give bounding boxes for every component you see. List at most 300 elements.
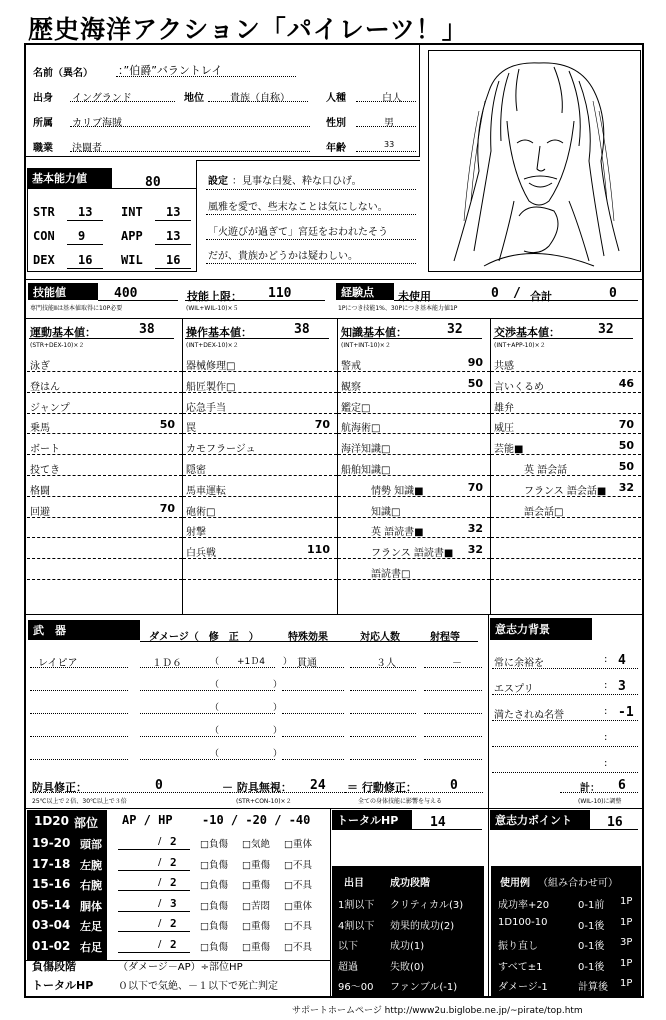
weapon-line [424,667,482,668]
skill-item[interactable]: 警戒 [341,361,361,372]
skill-row-line [27,579,182,580]
skill-item[interactable]: カモフラージュ [186,444,256,456]
skill-item[interactable]: 船匠製作□ [186,381,236,393]
skill-item[interactable]: 観察 [341,381,361,393]
armor-ign-value: 24 [310,778,326,793]
total-hp-note: ０以下で気絶、－１以下で死亡判定 [118,981,278,992]
wp-cost: 1P [620,978,633,989]
weapon-line [282,667,344,668]
stat-underline [155,220,191,221]
weapon-modifier: （ ） [210,726,283,736]
weapon-line [350,690,416,691]
exp-note: 1Pにつき技能1%、30Pにつき基本能力値1P [338,305,458,312]
armor-act-note: 全ての身体技能に影響を与える [358,798,443,805]
stat-wil-value: 16 [166,253,181,267]
success-roll: 1割以下 [338,900,375,911]
hit-col-aphp: AP / HP [122,813,173,827]
hit-line [118,931,190,932]
skill-row-line [27,454,182,455]
skill-row-line [27,558,182,559]
setting-label: 設定 [208,176,228,187]
affil-value: カリブ海賊 [72,118,122,129]
hit-part: 左足 [80,920,102,933]
wound-label: 負傷段階 [32,960,76,973]
wp-timing: 0-1後 [578,961,605,973]
skill-row-line [491,475,641,476]
limit-value: 110 [268,286,292,301]
limit-note: (WIL+WIL-10)×５ [186,305,239,312]
will-item: 満たされぬ名誉 [494,710,564,721]
skill-item-value: 50 [618,460,634,473]
will-colon: : [604,758,608,769]
skill-col-formula-0: (STR+DEX-10)×２ [30,342,85,349]
hit-hp: 2 [170,917,177,930]
skill-col-underline [493,338,633,339]
age-label: 年齢 [326,143,346,154]
skill-row-line [338,579,490,580]
skill-row-line [338,454,490,455]
skill-item[interactable]: 語読書□ [371,569,411,580]
hit-slash: / [158,836,162,847]
skill-item[interactable]: 言いくるめ [494,381,544,393]
skill-item[interactable]: 回避 [30,506,50,518]
exp-header: 経験点 [336,283,394,300]
weapon-line [424,736,482,737]
hit-part: 左腕 [80,858,102,872]
skill-item[interactable]: 鑑定□ [341,402,371,414]
skill-row-line [27,496,182,497]
stat-str-label: STR [33,205,55,219]
skill-item[interactable]: 船舶知識□ [341,465,391,476]
weapon-line [282,713,344,714]
weapon-line [350,713,416,714]
armor-act-value: 0 [450,778,458,793]
stat-underline [67,220,103,221]
skill-row-line [338,392,490,393]
wp-header: 意志力ポイント [490,810,590,830]
hit-line [118,911,190,912]
exp-sep: / [513,286,521,301]
weapon-modifier: （ ） [210,749,283,759]
weapon-line [30,713,128,714]
skill-row-line [491,558,641,559]
wound-checkbox[interactable]: □負傷 [200,921,228,932]
success-roll: 4割以下 [338,920,375,932]
skill-col-formula-2: (INT+INT-10)×２ [341,342,391,349]
skill-row-line [338,433,490,434]
setting-line-3: 「火遊びが過ぎて」宮廷をおわれたそう [208,227,388,238]
skill-item-value: 32 [467,543,483,557]
stat-int-label: INT [121,205,143,219]
wp-use-note: （組み合わせ可） [538,878,618,889]
success-level: クリティカル(3) [390,900,464,911]
weapon-line [350,759,416,760]
weapon-line [350,736,416,737]
skill-item[interactable]: 器械修理□ [186,361,236,372]
weapon-line [140,713,275,714]
stat-wil-label: WIL [121,253,143,267]
skill-item[interactable]: 登はん [30,381,60,393]
skill-col-base-2: 32 [447,322,463,337]
hit-part: 頭部 [80,838,102,851]
wound-checkbox[interactable]: □苦悶 [242,900,270,912]
skill-col-divider [182,318,183,614]
name-value: ：”伯爵”バラントレイ [118,64,223,77]
abilities-header: 基本能力値 [27,168,112,188]
skill-row-line [183,392,337,393]
wp-use: ダメージ-1 [498,982,548,993]
skill-row-line [183,517,337,518]
weapon-line [140,759,275,760]
skill-row-line [27,517,182,518]
skill-item[interactable]: 射撃 [186,527,206,539]
skill-item[interactable]: 雄弁 [494,402,514,414]
wp-timing: 0-1後 [578,941,605,952]
skill-row-line [491,433,641,434]
success-roll: 超過 [338,961,358,973]
hit-line [118,849,190,850]
skill-item[interactable]: 砲術□ [186,506,216,518]
success-col-roll: 出目 [344,878,364,889]
total-hp-label: トータルHP [32,979,94,992]
totalhp-header: トータルHP [332,810,412,830]
weapon-line [140,690,275,691]
skill-item[interactable]: 威圧 [494,423,514,435]
skillpts-value: 400 [114,286,138,301]
skill-row-line [491,371,641,372]
weapon-line [30,667,128,668]
skill-item[interactable]: 英 語読書■ [371,527,424,539]
skill-row-line [491,454,641,455]
wound-rule: （ダメージ－AP）÷部位HP [118,962,243,973]
skill-row-line [491,413,641,414]
hit-range: 19-20 [32,836,71,850]
setting-line-2: 風雅を愛で、些末なことは気にしない。 [208,202,388,213]
setting-line-4: だが、貴族かどうかは疑わしい。 [208,251,358,262]
skill-row-line [491,579,641,580]
wound-checkbox[interactable]: □不具 [284,880,312,891]
will-line [492,772,638,773]
race-value: 白人 [382,93,402,104]
job-value: 決闘者 [72,143,102,154]
affil-label: 所属 [33,118,53,129]
weapon-effect: 貫通 [297,658,317,669]
will-line [492,668,638,669]
skill-row-line [338,413,490,414]
will-colon: : [604,732,608,743]
skill-row-line [27,475,182,476]
skill-row-line [338,558,490,559]
skill-item-value: 70 [314,418,330,432]
wound-checkbox[interactable]: □重傷 [242,880,270,891]
skill-row-line [183,475,337,476]
will-colon: : [604,706,608,717]
skill-item-value: 110 [307,543,330,557]
will-line [492,720,638,721]
skill-item[interactable]: 英 語会話 [524,465,568,476]
skill-row-line [27,392,182,393]
weapon-modifier: （ +1Ｄ4 ） [210,657,292,667]
hit-range: 03-04 [32,918,71,932]
skill-item[interactable]: フランス 語読書■ [371,548,454,560]
skill-row-line [183,371,337,372]
weapon-line [424,713,482,714]
weapon-line [350,667,416,668]
skill-row-line [183,579,337,580]
weapon-line [30,759,128,760]
skill-item-value: 32 [467,522,483,536]
hit-hp: 2 [170,855,177,869]
wp-use-label: 使用例 [500,878,530,889]
skill-col-head-2: 知識基本値： [341,326,407,339]
stat-dex-label: DEX [33,253,55,267]
will-item: エスプリ [494,684,534,695]
wound-checkbox[interactable]: □負傷 [200,880,228,891]
skill-item-value: 70 [159,501,175,515]
sex-label: 性別 [326,118,346,129]
stat-dex-value: 16 [78,253,93,267]
hit-line [118,870,190,871]
will-line [492,694,638,695]
success-col-level: 成功段階 [390,878,430,889]
skill-row-line [338,496,490,497]
hit-col-part: 部位 [74,816,99,830]
wound-checkbox[interactable]: □負傷 [200,900,228,912]
totalhp-value: 14 [430,815,446,830]
hit-range: 01-02 [32,938,71,953]
hit-slash: / [158,877,162,888]
success-roll: 96～00 [338,982,374,993]
skill-item[interactable]: 情勢 知識■ [371,485,424,497]
wp-value: 16 [607,815,623,830]
stat-underline [67,268,103,269]
portrait-illustration [429,51,640,271]
abilities-total: 80 [145,175,161,190]
armor-ign-label: － 防具無視： [222,781,292,794]
will-colon: : [604,654,608,665]
armor-act-label: ＝ 行動修正： [347,781,417,794]
hit-part: 右足 [80,940,102,954]
skill-item[interactable]: ボート [30,444,60,456]
hit-col-thresholds: -10 / -20 / -40 [202,813,311,827]
wound-checkbox[interactable]: □重傷 [242,921,270,932]
weapon-range: － [452,658,462,669]
will-item: 常に余裕を [494,658,544,669]
exp-total-value: 0 [609,286,617,301]
hit-line [118,952,190,953]
wp-use: 成功率+20 [498,900,550,911]
skill-item-value: 50 [467,376,483,390]
skill-col-head-3: 交渉基本値： [494,326,560,339]
skill-item[interactable]: 投てき [30,465,60,476]
skill-item[interactable]: 知識□ [371,506,401,518]
hit-range: 17-18 [32,856,71,871]
skill-row-line [491,496,641,497]
skill-item[interactable]: 白兵戦 [186,548,216,560]
wound-checkbox[interactable]: □負傷 [200,839,228,850]
stat-app-label: APP [121,229,143,243]
hit-part: 右腕 [80,879,102,892]
age-value: 33 [384,140,395,149]
skill-item[interactable]: 応急手当 [186,402,226,414]
skill-row-line [338,371,490,372]
stat-int-value: 13 [166,205,181,219]
skill-item[interactable]: フランス 語会話■ [524,485,607,497]
race-label: 人種 [326,93,346,104]
name-label: 名前（異名） [33,68,93,79]
weapons-col-damage: ダメージ（ 修 正 ） [149,632,259,643]
wound-checkbox[interactable]: □重傷 [242,859,270,871]
hit-hp: 2 [170,835,177,848]
skill-item[interactable]: ジャンプ [30,402,70,414]
skill-item[interactable]: 隠密 [186,465,206,476]
status-value: 貴族（自称） [230,93,290,104]
weapon-modifier: （ ） [210,680,283,690]
will-line [492,746,638,747]
skill-row-line [27,371,182,372]
skill-row-line [27,433,182,434]
skill-col-underline [185,338,329,339]
will-header: 意志力背景 [490,618,592,640]
hit-hp: 2 [170,876,177,889]
will-total-note: (WIL-10)に調整 [578,798,622,805]
weapon-line [282,736,344,737]
success-level: 効果的成功(2) [390,920,455,932]
skill-row-line [183,433,337,434]
skill-col-formula-3: (INT+APP-10)×２ [494,342,546,349]
weapon-line [424,690,482,691]
weapon-line [282,690,344,691]
wp-cost: 1P [620,957,633,969]
skill-item[interactable]: 共感 [494,361,514,372]
weapon-line [140,667,275,668]
skillpts-note: 専門技能Ⅱは基本値取得に10P必要 [30,305,123,312]
skill-row-line [27,413,182,414]
footer-url[interactable]: サポートホームページ http://www2u.biglobe.ne.jp/~pirate/top.htm [292,1006,583,1016]
skill-item[interactable]: 航海術□ [341,423,381,435]
weapon-modifier: （ ） [210,703,283,713]
weapon-name[interactable]: レイピア [38,658,78,669]
hit-line [118,890,190,891]
wound-checkbox[interactable]: □負傷 [200,941,228,953]
hit-slash: / [158,918,162,929]
skill-row-line [183,413,337,414]
hit-hp: 3 [170,896,177,910]
origin-label: 出身 [33,93,53,104]
wound-checkbox[interactable]: □重体 [284,900,312,912]
skill-item[interactable]: 乗馬 [30,423,50,435]
stat-str-value: 13 [78,205,93,219]
wp-cost: 1P [620,916,633,928]
setting-line-1: ：見事な白髪、粋な口ひげ。 [232,176,362,187]
skill-row-line [183,537,337,538]
wound-checkbox[interactable]: □重傷 [242,941,270,953]
weapon-line [30,736,128,737]
skill-item[interactable]: 芸能■ [494,444,524,456]
will-item-value: -1 [618,705,634,720]
skill-row-line [338,475,490,476]
skill-col-head-0: 運動基本値： [30,326,96,339]
skill-item[interactable]: 格闘 [30,485,50,497]
success-level: 成功(1) [390,941,425,952]
skill-col-underline [29,338,174,339]
wound-checkbox[interactable]: □重体 [284,839,312,850]
wp-cost: 3P [620,937,633,948]
wp-use: 振り直し [498,941,538,952]
exp-total-label: 合計 [530,290,552,303]
limit-label: 技能上限： [187,290,242,303]
skill-item-value: 32 [618,480,634,494]
hit-col-d20: 1D20 [34,814,70,828]
sex-value: 男 [384,118,394,129]
skill-row-line [183,454,337,455]
hit-slash: / [158,856,162,868]
skill-item[interactable]: 罠 [186,423,196,435]
skill-row-line [338,517,490,518]
skill-row-line [338,537,490,538]
armor-def-note: 25℃以上で２倍、30℃以上で３倍 [32,798,127,805]
armor-def-value: 0 [155,778,163,793]
skill-col-divider [490,318,491,614]
skill-col-base-0: 38 [139,322,155,337]
wound-checkbox[interactable]: □不具 [284,921,312,932]
skill-item[interactable]: 海洋知識□ [341,444,391,456]
skill-item[interactable]: 泳ぎ [30,361,50,372]
skill-item[interactable]: 語会話□ [524,506,564,518]
wp-cost: 1P [620,896,633,907]
skill-row-line [183,496,337,497]
wp-timing: 0-1前 [578,900,605,911]
skill-item-value: 70 [618,418,634,432]
skill-item-value: 46 [618,376,634,390]
weapon-count: ３人 [376,658,396,669]
skill-row-line [491,517,641,518]
stat-con-value: 9 [78,229,86,243]
weapons-col-range: 射程等 [430,632,460,643]
stat-underline [155,244,191,245]
wound-checkbox[interactable]: □負傷 [200,859,228,871]
weapons-col-count: 対応人数 [360,632,400,643]
stat-con-label: CON [33,229,55,243]
success-level: 失敗(0) [390,961,425,973]
wound-checkbox[interactable]: □不具 [284,941,312,953]
stat-app-value: 13 [166,229,181,243]
will-colon: : [604,680,608,691]
skill-item-value: 50 [618,439,634,453]
hit-slash: / [158,897,162,909]
hit-hp: 2 [170,937,177,951]
exp-unused-label: 未使用 [398,290,431,303]
wound-checkbox[interactable]: □気絶 [242,839,270,850]
weapon-line [140,736,275,737]
skill-col-head-1: 操作基本値： [186,326,252,339]
wp-timing: 計算後 [578,982,608,993]
skill-col-underline [340,338,482,339]
wp-use: 1D100-10 [498,916,548,928]
wp-timing: 0-1後 [578,920,605,932]
will-total-label: 計： [580,783,600,794]
exp-unused-value: 0 [491,286,499,301]
portrait-frame [428,50,641,272]
skill-item[interactable]: 馬車運転 [186,485,226,497]
skill-row-line [183,558,337,559]
skill-col-base-1: 38 [294,322,310,337]
wound-checkbox[interactable]: □不具 [284,859,312,871]
job-label: 職業 [33,143,53,154]
skill-col-divider [337,318,338,614]
skill-row-line [491,537,641,538]
success-level: ファンブル(-1) [390,982,458,993]
